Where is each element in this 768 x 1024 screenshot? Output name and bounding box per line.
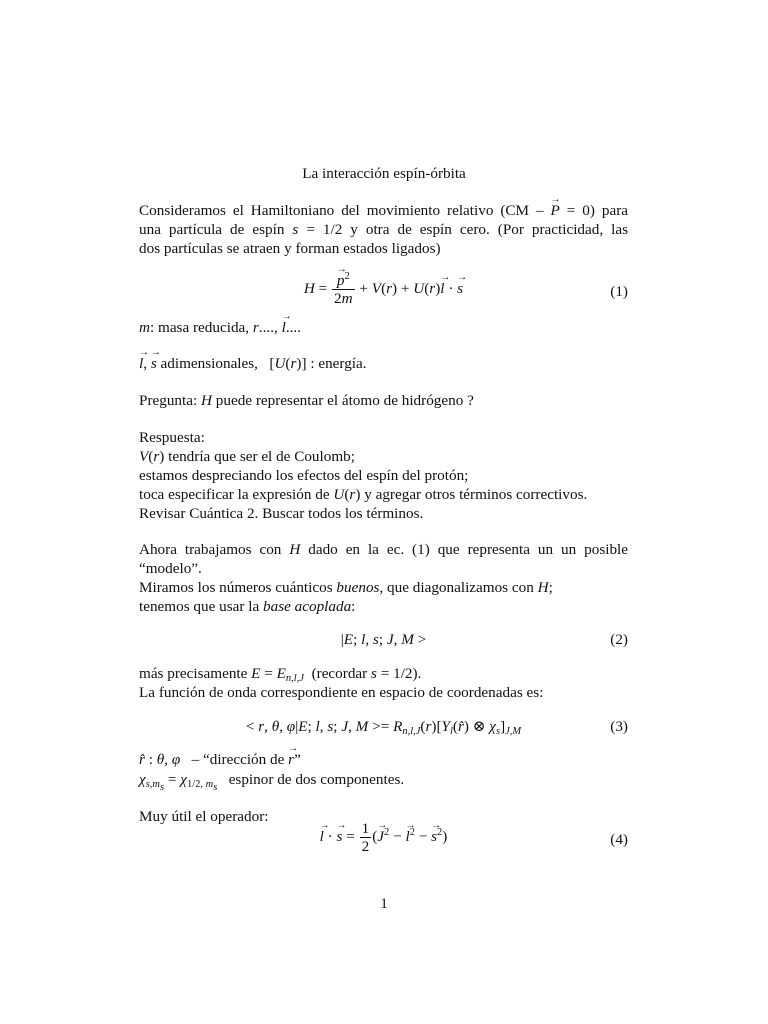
answer-line-1: V(r) tendría que ser el de Coulomb; xyxy=(139,448,355,465)
answer-line-2: estamos despreciando los efectos del espín del protón; xyxy=(139,467,469,484)
page-number: 1 xyxy=(380,895,388,912)
equation-2-body: |E; l, s; J, M > xyxy=(340,631,427,648)
answer-line-3: toca especificar la expresión de U(r) y agregar otros términos correctivos. xyxy=(139,486,588,503)
equation-2-number: (2) xyxy=(610,631,628,648)
equation-3-number: (3) xyxy=(610,718,628,735)
precise-line-1: más precisamente $E = E_{n,l,J}$ (recordar s = 1/2). xyxy=(139,665,422,684)
equation-1-number: (1) xyxy=(610,283,628,300)
question-line: Pregunta: H puede representar el átomo de hidrógeno ? xyxy=(139,392,474,409)
model-line-3: Miramos los números cuánticos buenos, que diagonalizamos con H; xyxy=(139,579,553,596)
model-line-2: “modelo”. xyxy=(139,560,202,577)
operator-label: Muy útil el operador: xyxy=(139,808,269,825)
answer-label: Respuesta: xyxy=(139,429,205,446)
model-line-1: Ahora trabajamos con H dado en la ec. (1) que representa un un posible xyxy=(139,541,629,558)
equation-1 xyxy=(139,272,628,312)
equation-4 xyxy=(139,820,628,860)
answer-line-4: Revisar Cuántica 2. Buscar todos los términos. xyxy=(139,505,424,522)
equation-4-number: (4) xyxy=(610,831,628,848)
model-line-4: tenemos que usar la base acoplada: xyxy=(139,598,356,615)
page-title: La interacción espín-órbita xyxy=(302,165,466,182)
equation-3-body: < r, θ, φ|E; l, s; J, $M >= R_{n,l,J}(r)[Y_l(r̂)$ ⊗ $\chi_s]_{J,M}$ xyxy=(245,718,522,737)
definition-dimensions-line: l →, s → adimensionales, [U(r)] : energía. xyxy=(139,354,367,373)
intro-line-3: dos partículas se atraen y forman estados ligados) xyxy=(139,240,441,257)
precise-line-2: La función de onda correspondiente en espacio de coordenadas es: xyxy=(139,684,544,701)
equation-1-body: H = $\frac{p \to^2}{2m}$ + V(r) + U(r)l → · s → xyxy=(139,272,628,307)
intro-line-2: una partícula de espín s = 1/2 y otra de espín cero. (Por practicidad, las xyxy=(139,221,629,238)
intro-line-1: Consideramos el Hamiltoniano del movimiento relativo (CM – P → = 0) para xyxy=(139,201,628,220)
rhat-note: r̂ : θ, φ – “dirección de r →” xyxy=(139,750,301,769)
chi-note: $\chi_{s,m_s} = \chi_{1/2, m_s}$ espinor de dos componentes. xyxy=(139,771,405,793)
definition-m-line: m: masa reducida, r...., l →.... xyxy=(139,318,301,337)
equation-4-body: l → · s → = $\frac{1}{2}$ (J →$^2$ − l →$^2$ − s →$^2$) xyxy=(139,820,628,855)
